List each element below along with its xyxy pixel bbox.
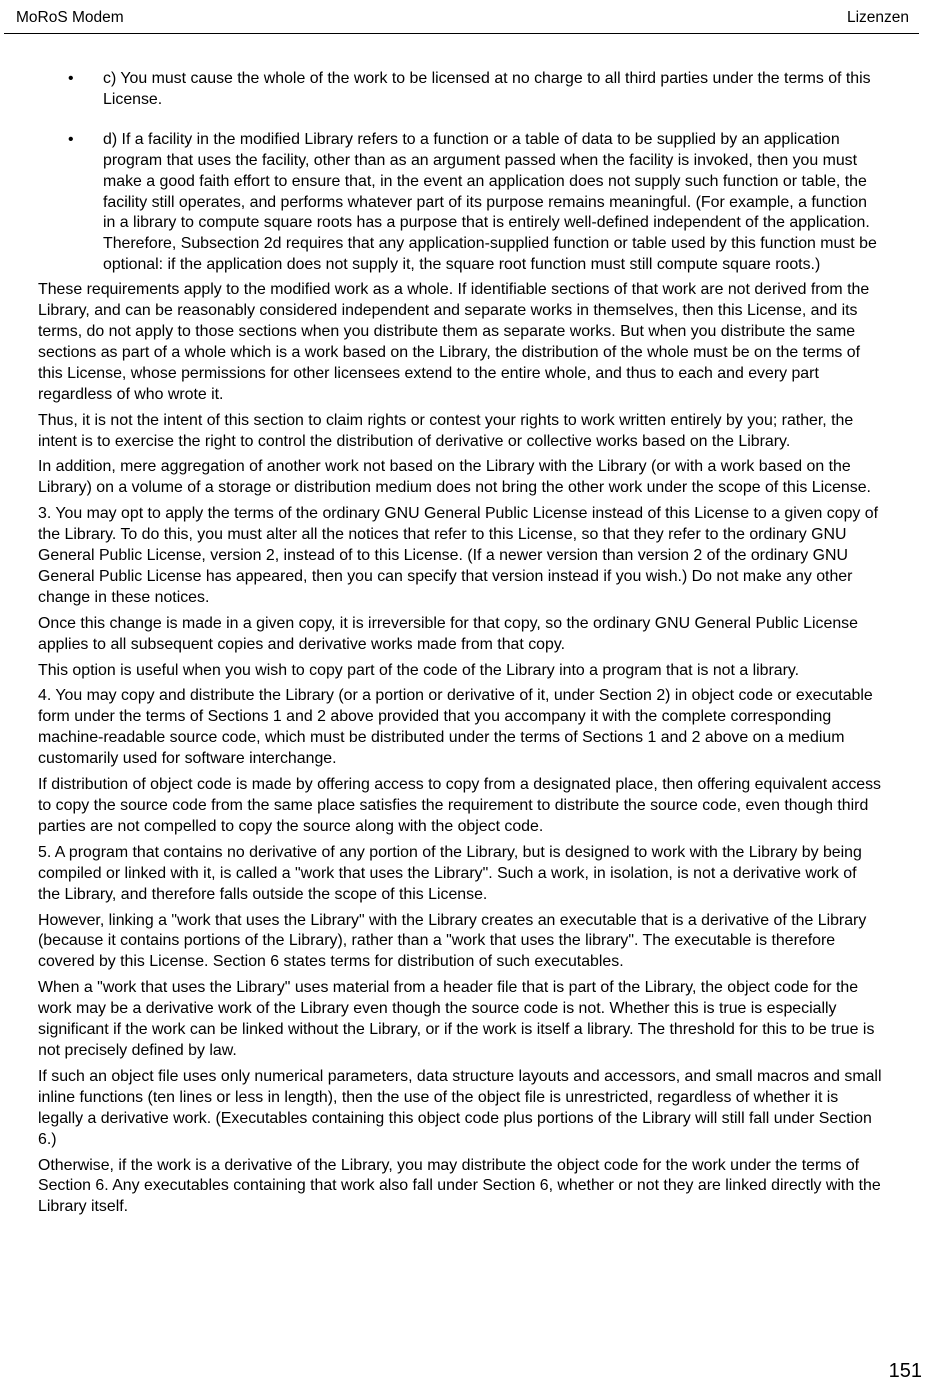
paragraph-section-4: 4. You may copy and distribute the Library (or a portion or derivative of it, under Section 2) in object code or executable form under the terms of Sections 1 and 2 above provided that you accompany it with the complete corresponding machine-readable source code, which must be distributed under the terms of Sections 1 and 2 above on a medium customarily used for software interchange. bbox=[38, 687, 873, 768]
bullet-item-d bbox=[38, 130, 883, 276]
bullet-list bbox=[38, 69, 883, 276]
bullet-text: d) If a facility in the modified Library refers to a function or a table of data to be supplied by an application program that uses the facility, other than as an argument passed when the facility is invoked, then you must make a good faith effort to ensure that, in the event an application does not supply such function or table, the facility still operates, and performs whatever part of its purpose remains meaningful. (For example, a function in a library to compute square roots has a purpose that is entirely well-defined independent of the application. Therefore, Subsection 2d requires that any application-supplied function or table used by this function must be optional: if the application does not supply it, the square root function must still compute square roots.) bbox=[103, 130, 877, 274]
bullet-item-c bbox=[38, 69, 883, 111]
paragraph-otherwise: Otherwise, if the work is a derivative of the Library, you may distribute the object code for the work under the terms of Section 6. Any executables containing that work also fall under Section 6, whether or not they are linked directly with the Library itself. bbox=[38, 1156, 881, 1216]
bullet-dot: • bbox=[68, 130, 74, 148]
header-document-title: MoRoS Modem bbox=[16, 9, 124, 26]
paragraph-requirements: These requirements apply to the modified work as a whole. If identifiable sections of that work are not derived from the Library, and can be reasonably considered independent and separate works in themselves, then this License, and its terms, do not apply to those sections when you distribute them as separate works. But when you distribute the same sections as part of a whole which is a work based on the Library, the distribution of the whole must be on the terms of this License, whose permissions for other licensees extend to the entire whole, and thus to each and every part regardless of who wrote it. bbox=[38, 281, 870, 403]
paragraph-option-useful: This option is useful when you wish to copy part of the code of the Library into a program that is not a library. bbox=[38, 661, 800, 679]
paragraph-linking: However, linking a "work that uses the Library" with the Library creates an executable that is a derivative of the Library (because it contains portions of the Library), rather than a "work that uses the library". The executable is therefore covered by this License. Section 6 states terms for distribution of such executables. bbox=[38, 911, 867, 971]
paragraph-header-file: When a "work that uses the Library" uses material from a header file that is part of the Library, the object code for the work may be a derivative work of the Library even though the source code is not. Whether this is true is especially significant if the work can be linked without the Library, or if the work is itself a library. The threshold for this to be true is not precisely defined by law. bbox=[38, 979, 875, 1059]
page-number: 151 bbox=[888, 1360, 922, 1382]
paragraph-intent: Thus, it is not the intent of this section to claim rights or contest your rights to work written entirely by you; rather, the intent is to exercise the right to control the distribution of derivative or collective works based on the Library. bbox=[38, 411, 854, 450]
paragraph-aggregation: In addition, mere aggregation of another work not based on the Library with the Library (or with a work based on the Library) on a volume of a storage or distribution medium does not bring the other work under the scope of this License. bbox=[38, 458, 871, 497]
paragraph-section-5: 5. A program that contains no derivative of any portion of the Library, but is designed to work with the Library by being compiled or linked with it, is called a "work that uses the Library". Such a work, in isolation, is not a derivative work of the Library, and therefore falls outside the scope of this License. bbox=[38, 843, 862, 903]
paragraph-numerical-parameters: If such an object file uses only numerical parameters, data structure layouts and accessors, and small macros and small inline functions (ten lines or less in length), then the use of the object file is unrestricted, regardless of whether it is legally a derivative work. (Executables containing this object code plus portions of the Library will still fall under Section 6.) bbox=[38, 1067, 882, 1148]
page-content bbox=[38, 69, 883, 1223]
header-section-title: Lizenzen bbox=[846, 9, 909, 26]
bullet-text: c) You must cause the whole of the work to be licensed at no charge to all third parties under the terms of this License. bbox=[103, 70, 871, 108]
bullet-dot: • bbox=[68, 70, 74, 87]
page-header bbox=[4, 0, 919, 34]
paragraph-section-3: 3. You may opt to apply the terms of the ordinary GNU General Public License instead of this License to a given copy of the Library. To do this, you must alter all the notices that refer to this License, so that they refer to the ordinary GNU General Public License, version 2, instead of to this License. (If a newer version than version 2 of the ordinary GNU General Public License has appeared, then you can specify that version instead if you wish.) Do not make any other change in these notices. bbox=[38, 505, 879, 606]
paragraph-irreversible: Once this change is made in a given copy, it is irreversible for that copy, so the ordinary GNU General Public License applies to all subsequent copies and derivative works made from that copy. bbox=[38, 614, 858, 653]
paragraph-object-code-distribution: If distribution of object code is made by offering access to copy from a designated place, then offering equivalent access to copy the source code from the same place satisfies the requirement to distribute the source code, even though third parties are not compelled to copy the source along with the object code. bbox=[38, 776, 881, 835]
